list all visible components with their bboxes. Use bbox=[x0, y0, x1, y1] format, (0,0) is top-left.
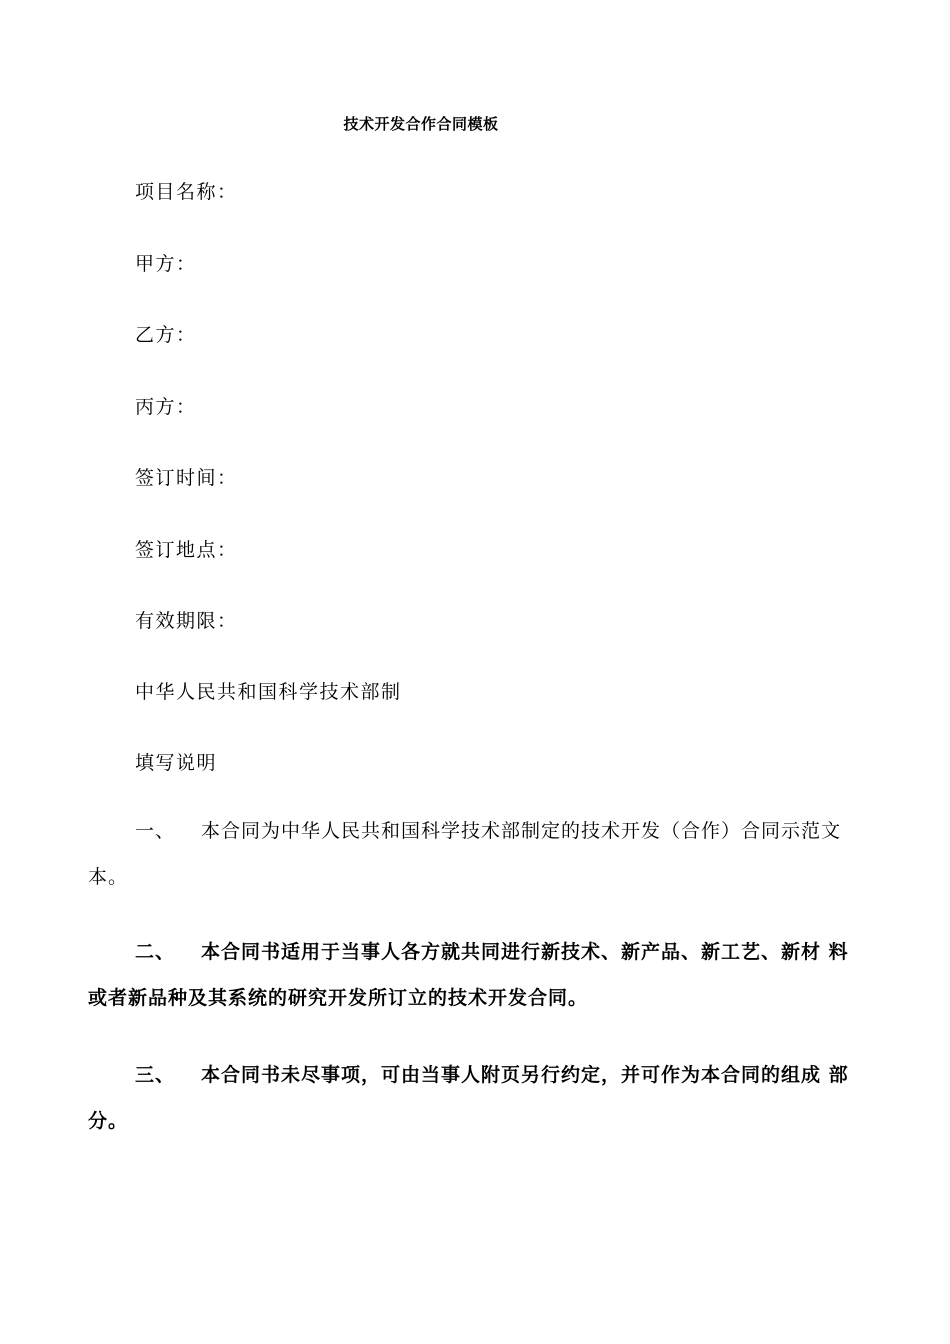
instruction-item-1-line1 bbox=[88, 808, 864, 854]
instruction-item-1 bbox=[88, 808, 864, 900]
instruction-item-2-text: 本合同书适用于当事人各方就共同进行新技术、新产品、新工艺、新材 料 bbox=[201, 941, 849, 963]
instruction-item-3-text: 本合同书未尽事项，可由当事人附页另行约定，并可作为本合同的组成 部 bbox=[201, 1064, 849, 1086]
field-party-b: 乙方： bbox=[135, 324, 197, 346]
field-project-name: 项目名称： bbox=[135, 181, 238, 203]
field-signing-time: 签订时间： bbox=[135, 467, 238, 489]
document-title: 技术开发合作合同模板 bbox=[343, 115, 499, 133]
instruction-item-1-number: 一、 bbox=[135, 820, 176, 842]
instruction-item-3 bbox=[88, 1052, 864, 1144]
issuer-line: 中华人民共和国科学技术部制 bbox=[135, 681, 402, 703]
instruction-item-3-line2: 分。 bbox=[88, 1110, 129, 1132]
instruction-item-3-line1 bbox=[88, 1052, 864, 1098]
instruction-item-2 bbox=[88, 929, 864, 1021]
instruction-item-2-line2: 或者新品种及其系统的研究开发所订立的技术开发合同。 bbox=[88, 987, 589, 1009]
instructions-heading: 填写说明 bbox=[135, 752, 218, 774]
instruction-item-1-line2: 本。 bbox=[88, 866, 129, 888]
field-party-a: 甲方： bbox=[135, 253, 197, 275]
instruction-item-2-number: 二、 bbox=[135, 941, 176, 963]
instruction-item-1-text: 本合同为中华人民共和国科学技术部制定的技术开发（合作）合同示范文 bbox=[201, 820, 842, 842]
field-party-c: 丙方： bbox=[135, 396, 197, 418]
instruction-item-3-number: 三、 bbox=[135, 1064, 176, 1086]
field-validity-period: 有效期限： bbox=[135, 610, 238, 632]
field-signing-place: 签订地点： bbox=[135, 539, 238, 561]
instruction-item-2-line1 bbox=[88, 929, 864, 975]
